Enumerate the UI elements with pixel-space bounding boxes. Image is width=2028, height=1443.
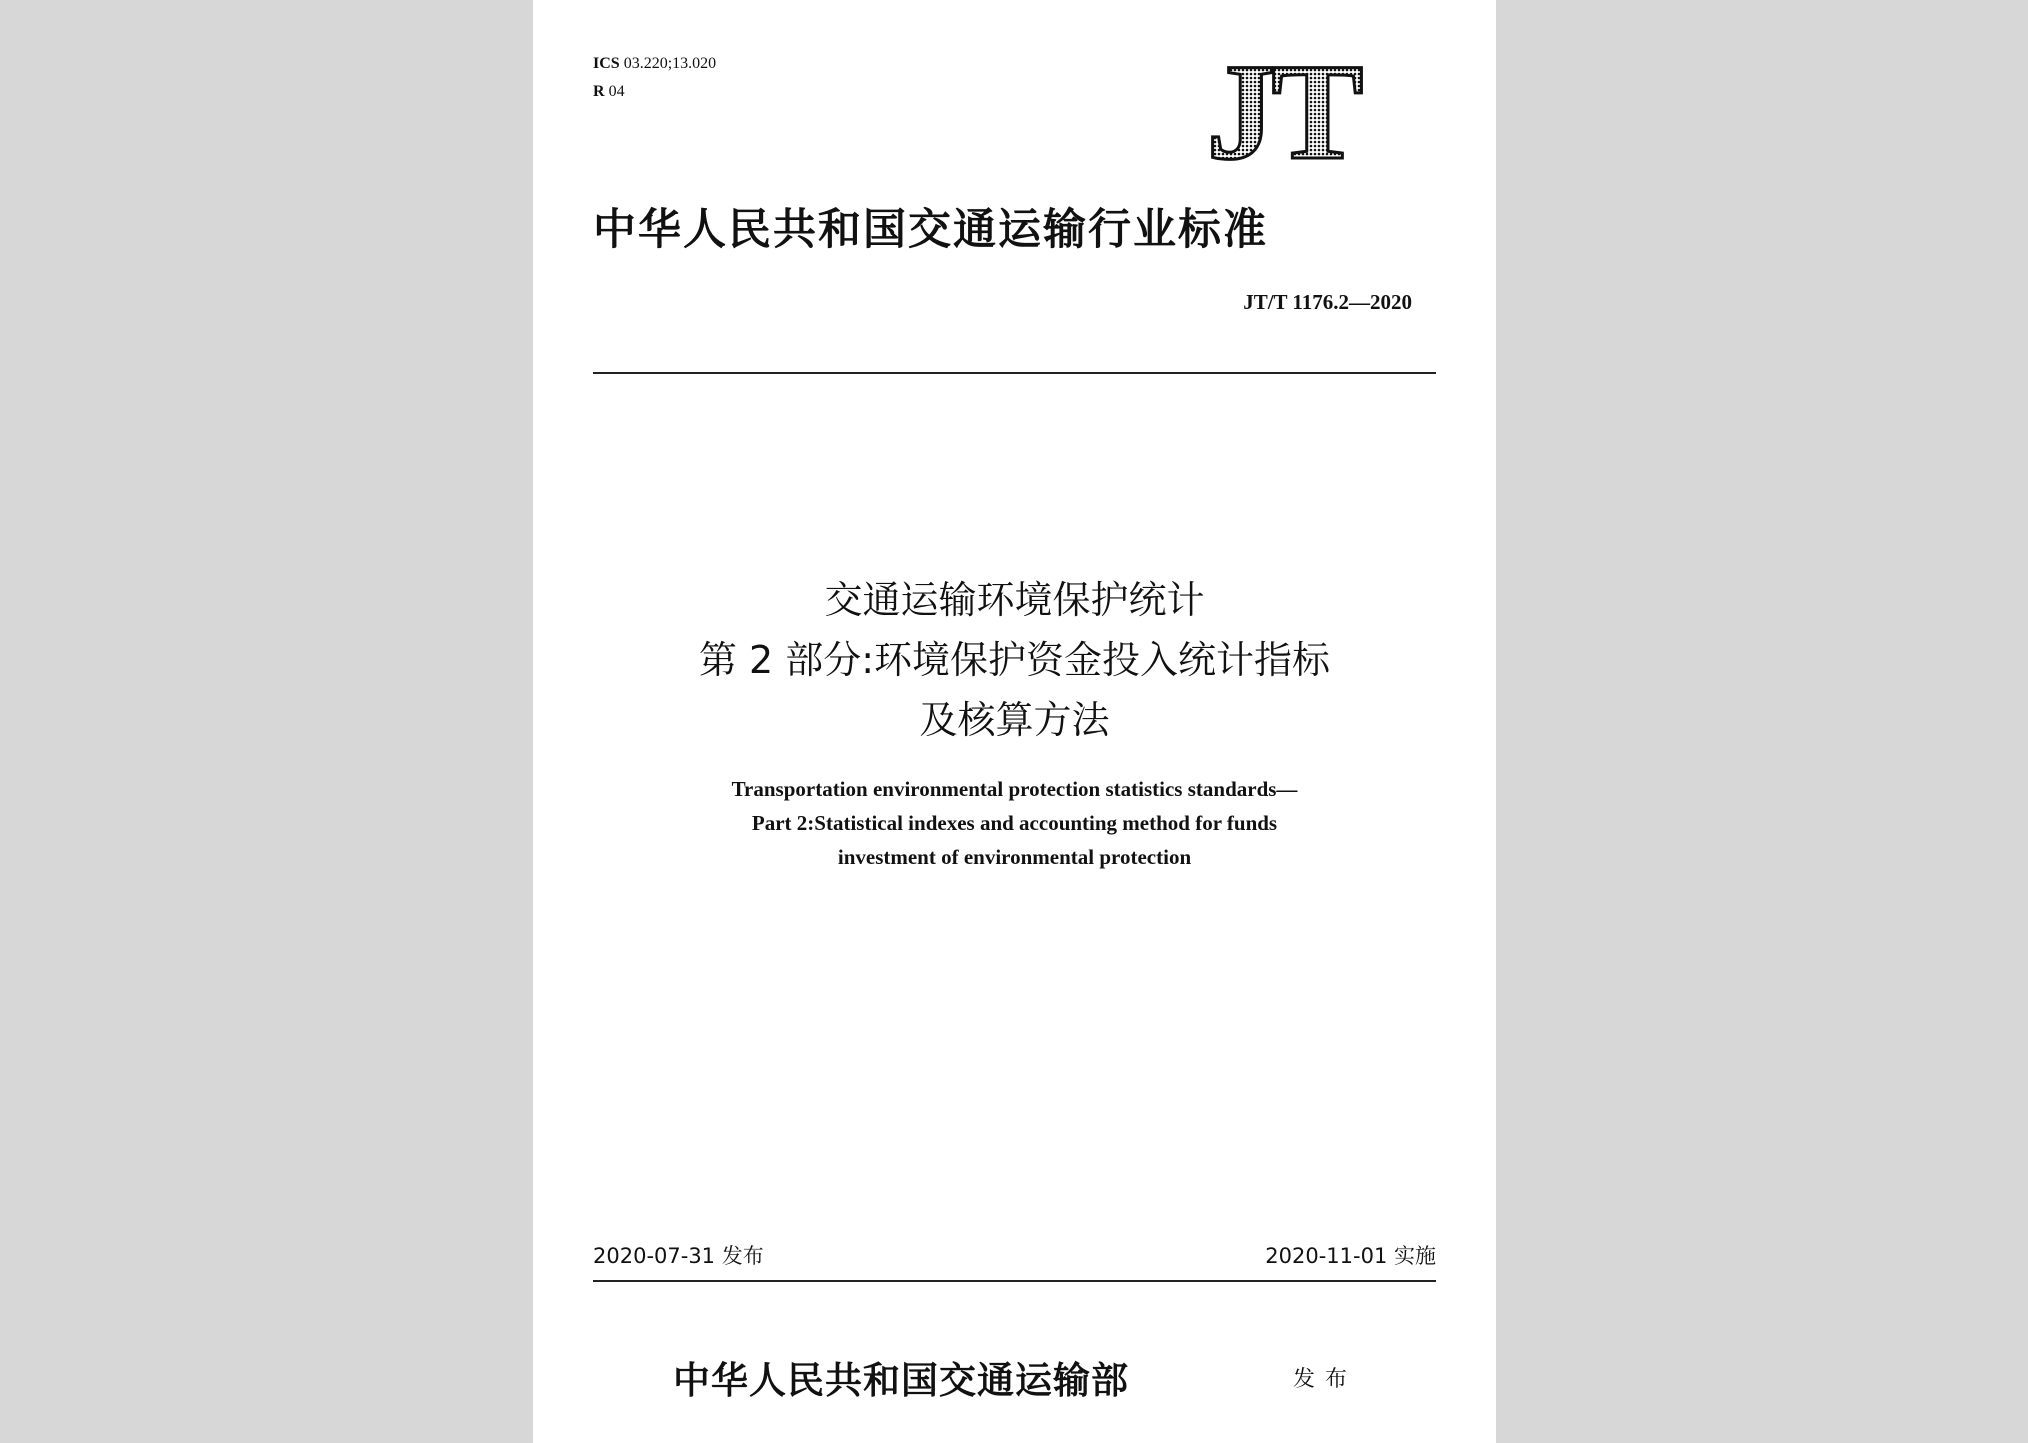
jt-logo [1177,60,1389,166]
ccs-code: 04 [608,83,625,100]
implementation-date: 2020-11-01 实施 [1265,1244,1436,1268]
standard-name: 中华人民共和国交通运输行业标准 [593,205,1268,255]
english-title [533,772,1496,874]
issue-date: 2020-07-31 发布 [593,1244,764,1268]
chinese-title [533,570,1496,750]
document-page [533,0,1496,1443]
ccs-line [593,78,716,106]
logo-letters: JT [1206,60,1360,166]
standard-code: JT/T 1176.2—2020 [1243,290,1412,314]
classification-codes [593,50,716,106]
ics-label: ICS [593,55,620,72]
publish-label: 发布 [1293,1367,1358,1392]
ics-code: 03.220;13.020 [623,55,717,72]
header-divider [593,372,1436,374]
chinese-title-line-2: 第 2 部分:环境保护资金投入统计指标 [698,638,1331,682]
english-title-line-1: Transportation environmental protection statistics standards— [731,777,1298,801]
issuing-authority: 中华人民共和国交通运输部 [673,1358,1129,1402]
ics-line [593,50,716,78]
english-title-line-3: investment of environmental protection [837,845,1192,869]
english-title-line-2: Part 2:Statistical indexes and accounting method for funds [751,811,1278,835]
chinese-title-line-1: 交通运输环境保护统计 [824,578,1205,622]
footer-divider [593,1280,1436,1282]
ccs-label: R [593,83,605,100]
chinese-title-line-3: 及核算方法 [919,698,1110,742]
